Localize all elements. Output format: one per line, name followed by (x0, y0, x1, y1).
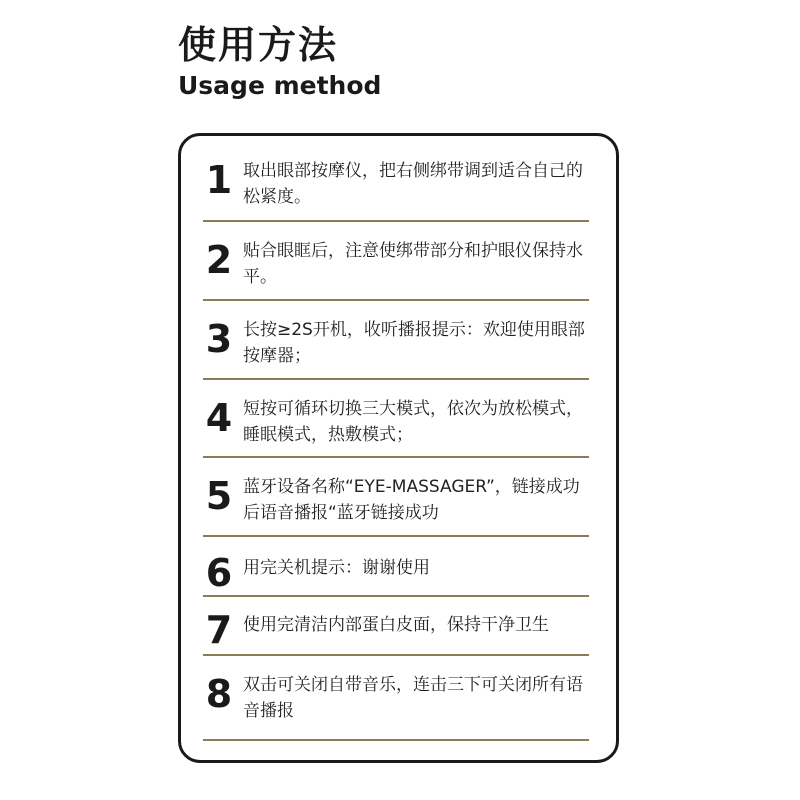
divider (203, 299, 589, 301)
step-text: 双击可关闭自带音乐，连击三下可关闭所有语音播报 (243, 675, 583, 721)
step-number: 5 (205, 474, 233, 518)
divider (203, 220, 589, 222)
step-5 (203, 470, 591, 532)
page-title-cn: 使用方法 (178, 23, 339, 67)
step-text: 使用完清洁内部蛋白皮面，保持干净卫生 (243, 615, 549, 635)
step-number: 7 (205, 608, 233, 652)
step-number: 6 (205, 551, 233, 595)
step-text: 贴合眼眶后，注意使绑带部分和护眼仪保持水平。 (243, 241, 583, 287)
step-number: 4 (205, 396, 233, 440)
divider (203, 654, 589, 656)
step-text: 用完关机提示：谢谢使用 (243, 558, 430, 578)
step-text: 取出眼部按摩仪，把右侧绑带调到适合自己的松紧度。 (243, 161, 583, 207)
step-1 (203, 154, 591, 216)
step-number: 1 (205, 158, 233, 202)
step-6 (203, 549, 591, 593)
step-text: 蓝牙设备名称“EYE-MASSAGER”，链接成功后语音播报“蓝牙链接成功 (243, 477, 580, 523)
divider (203, 378, 589, 380)
instructions-card (178, 133, 619, 763)
step-2 (203, 234, 591, 296)
divider (203, 739, 589, 741)
divider (203, 456, 589, 458)
divider (203, 535, 589, 537)
step-number: 2 (205, 238, 233, 282)
step-number: 3 (205, 317, 233, 361)
step-8 (203, 668, 591, 730)
step-number: 8 (205, 672, 233, 716)
step-text: 长按≥2S开机，收听播报提示：欢迎使用眼部按摩器； (243, 320, 585, 366)
step-7 (203, 608, 591, 652)
step-text: 短按可循环切换三大模式，依次为放松模式，睡眠模式，热敷模式； (243, 399, 583, 445)
page-title-en: Usage method (178, 71, 382, 100)
step-4 (203, 392, 591, 454)
step-3 (203, 313, 591, 375)
divider (203, 595, 589, 597)
